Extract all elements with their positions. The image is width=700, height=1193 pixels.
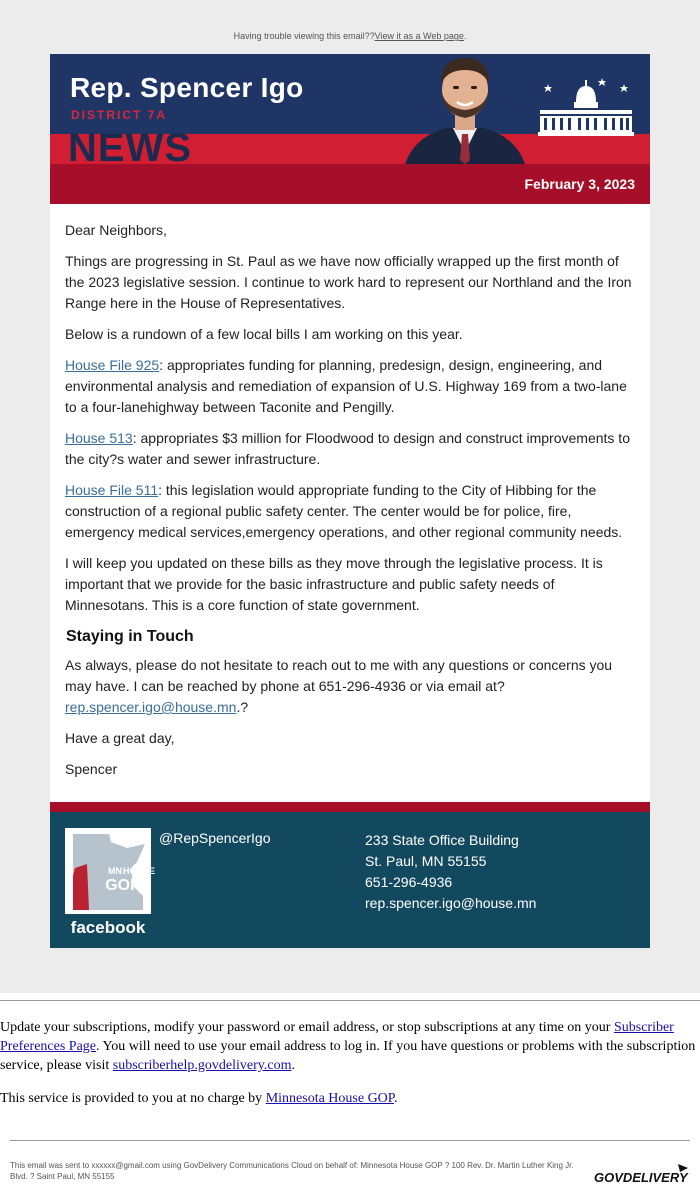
bill-item xyxy=(65,480,635,543)
subscription-text: . xyxy=(291,1058,295,1073)
newsletter-body xyxy=(50,204,650,802)
rundown-paragraph: Below is a rundown of a few local bills I am working on this year. xyxy=(65,326,463,342)
update-paragraph: I will keep you updated on these bills as they move through the legislative process. It is important that we provide for the basic infrastructure and public safety needs of Minnesotans. This is a core function of state government. xyxy=(65,555,603,613)
subscription-info xyxy=(0,1018,700,1122)
office-phone: 651-296-4936 xyxy=(365,874,453,890)
legal-notice: This email was sent to xxxxxx@gmail.com using GovDelivery Communications Cloud on behalf of: Minnesota House GOP ? 100 Rev. Dr. Martin Luther King Jr. Blvd. ? Saint Paul, MN 55155 xyxy=(10,1161,574,1181)
divider xyxy=(10,1140,690,1141)
subscriber-preferences-link[interactable]: Subscriber Preferences Page xyxy=(0,1020,674,1054)
address-line-2: St. Paul, MN 55155 xyxy=(365,853,487,869)
bill-description: : appropriates $3 million for Floodwood to design and construct improvements to the city?s water and sewer infrastructure. xyxy=(65,430,630,467)
trouble-end: . xyxy=(463,31,467,41)
minnesota-house-gop-link[interactable]: Minnesota House GOP xyxy=(265,1091,395,1106)
subscription-text: Update your subscriptions, modify your password or email address, or stop subscriptions at any time on your xyxy=(0,1020,614,1035)
contact-text: As always, please do not hesitate to reach out to me with any questions or concerns you may have. I can be reached by phone at 651-296-4936 or via email at? xyxy=(65,657,613,694)
logo-gop-text: GOP xyxy=(105,877,141,894)
bill-item xyxy=(65,428,635,470)
greeting: Dear Neighbors, xyxy=(65,222,167,238)
facebook-text: facebook xyxy=(70,918,146,937)
footer-red-band xyxy=(50,802,650,812)
facebook-button[interactable] xyxy=(65,828,156,938)
govdelivery-logo-text: GOVDELIVERY xyxy=(594,1170,688,1185)
service-text: . xyxy=(394,1091,398,1106)
news-label: NEWS xyxy=(68,126,192,170)
facebook-handle: @RepSpencerIgo xyxy=(159,830,271,846)
house-file-511-link[interactable]: House File 511 xyxy=(65,482,159,498)
newsletter-card xyxy=(50,54,650,948)
logo-house-text: HOUSE xyxy=(123,866,156,876)
house-file-925-link[interactable]: House File 925 xyxy=(65,357,160,373)
bill-description: : appropriates funding for planning, predesign, design, engineering, and environmental analysis and remediation of expansion of U.S. Highway 169 from a two-lane to a four-lanehighway between Taconite and Pengilly. xyxy=(65,357,627,415)
subscription-text: . You will need to use your email address to log in. If you have questions or problems with the subscription service, please visit xyxy=(0,1039,696,1073)
contact-end: .? xyxy=(236,699,249,715)
office-address xyxy=(365,830,536,914)
intro-paragraph: Things are progressing in St. Paul as we have now officially wrapped up the first month of the 2023 legislative session. I continue to work hard to represent our Northland and the Iron Range here in the House of Representatives. xyxy=(65,253,632,311)
trouble-text: Having trouble viewing this email?? xyxy=(233,31,375,41)
trouble-viewing-notice xyxy=(0,0,700,44)
capitol-building-icon xyxy=(538,76,634,136)
govdelivery-logo[interactable] xyxy=(594,1160,690,1186)
house-513-link[interactable]: House 513 xyxy=(65,430,133,446)
email-link[interactable]: rep.spencer.igo@house.mn xyxy=(65,699,237,715)
service-paragraph xyxy=(0,1089,700,1108)
signature: Spencer xyxy=(65,761,118,777)
bill-item xyxy=(65,355,635,418)
representative-portrait xyxy=(385,54,545,164)
newsletter-footer xyxy=(50,812,650,948)
divider xyxy=(0,1000,700,1001)
district-label: DISTRICT 7A xyxy=(71,108,168,122)
newsletter-date: February 3, 2023 xyxy=(524,176,635,192)
service-text: This service is provided to you at no charge by xyxy=(0,1091,266,1106)
contact-paragraph xyxy=(65,655,635,718)
mn-house-gop-logo xyxy=(65,828,156,938)
web-page-link[interactable]: View it as a Web page xyxy=(374,31,464,41)
newsletter-header xyxy=(50,54,650,204)
address-line-1: 233 State Office Building xyxy=(365,832,519,848)
logo-mn-text: MN xyxy=(108,866,122,876)
staying-in-touch-heading: Staying in Touch xyxy=(66,628,194,645)
representative-name: Rep. Spencer Igo xyxy=(70,72,304,103)
closing: Have a great day, xyxy=(65,730,175,746)
subscription-paragraph xyxy=(0,1018,700,1075)
bill-description: : this legislation would appropriate funding to the City of Hibbing for the construction of a regional public safety center. The center would be for police, fire, emergency medical services,emergency operations, and other regional community needs. xyxy=(65,482,623,540)
office-email: rep.spencer.igo@house.mn xyxy=(365,895,537,911)
subscriber-help-link[interactable]: subscriberhelp.govdelivery.com xyxy=(112,1058,292,1073)
